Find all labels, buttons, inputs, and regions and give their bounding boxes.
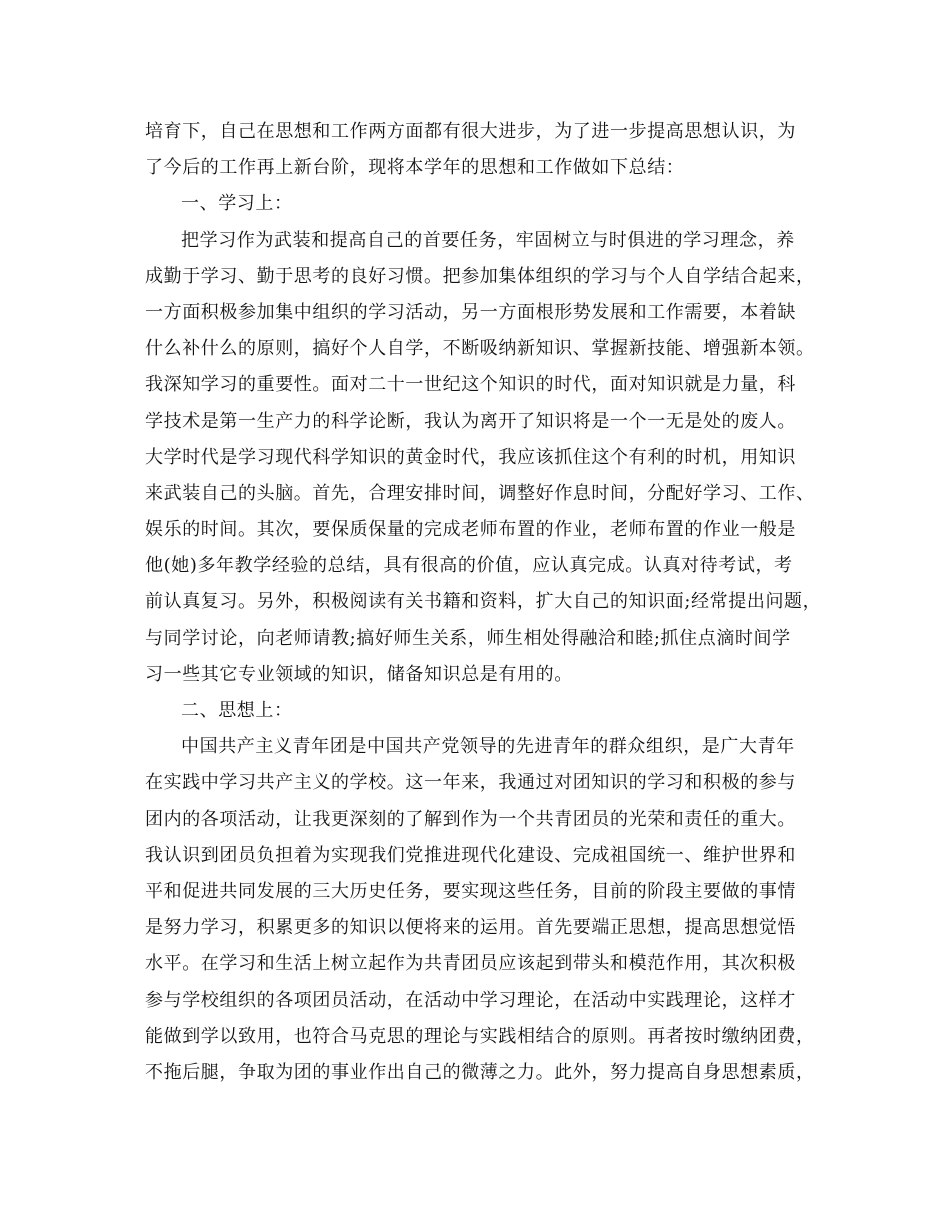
text-line: 在实践中学习共产主义的学校。这一年来，我通过对团知识的学习和积极的参与 bbox=[145, 772, 796, 794]
text-line: 能做到学以致用，也符合马克思的理论与实践相结合的原则。再者按时缴纳团费， bbox=[145, 1025, 815, 1047]
text-line: 来武装自己的头脑。首先，合理安排时间，调整好作息时间，分配好学习、工作、 bbox=[145, 482, 815, 504]
text-line: 娱乐的时间。其次，要保质保量的完成老师布置的作业，老师布置的作业一般是 bbox=[145, 519, 796, 541]
text-line: 水平。在学习和生活上树立起作为共青团员应该起到带头和模范作用，其次积极 bbox=[145, 953, 796, 975]
text-line: 什么补什么的原则，搞好个人自学，不断吸纳新知识、掌握新技能、增强新本领。 bbox=[145, 338, 815, 360]
text-line: 是努力学习，积累更多的知识以便将来的运用。首先要端正思想，提高思想觉悟 bbox=[145, 917, 796, 939]
text-line: 二、思想上： bbox=[181, 700, 293, 721]
text-line: 一、学习上： bbox=[181, 193, 293, 215]
text-line: 成勤于学习、勤于思考的良好习惯。把参加集体组织的学习与个人自学结合起来， bbox=[145, 265, 815, 287]
text-line: 了今后的工作再上新台阶，现将本学年的思想和工作做如下总结： bbox=[145, 157, 685, 179]
text-line: 我深知学习的重要性。面对二十一世纪这个知识的时代，面对知识就是力量，科 bbox=[145, 374, 796, 396]
text-line: 平和促进共同发展的三大历史任务，要实现这些任务，目前的阶段主要做的事情 bbox=[145, 880, 796, 902]
text-line: 中国共产主义青年团是中国共产党领导的先进青年的群众组织，是广大青年 bbox=[181, 736, 795, 758]
text-line: 学技术是第一生产力的科学论断，我认为离开了知识将是一个一无是处的废人。 bbox=[145, 410, 796, 432]
text-line: 与同学讨论，向老师请教;搞好师生关系，师生相处得融洽和睦;抓住点滴时间学 bbox=[145, 627, 791, 649]
text-line: 一方面积极参加集中组织的学习活动，另一方面根形势发展和工作需要，本着缺 bbox=[145, 301, 796, 323]
text-line: 我认识到团员负担着为实现我们党推进现代化建设、完成祖国统一、维护世界和 bbox=[145, 844, 796, 866]
text-line: 参与学校组织的各项团员活动，在活动中学习理论，在活动中实践理论，这样才 bbox=[145, 989, 796, 1011]
text-line: 前认真复习。另外，积极阅读有关书籍和资料，扩大自己的知识面;经常提出问题， bbox=[145, 591, 822, 613]
document-body bbox=[145, 114, 825, 1091]
text-line: 不拖后腿，争取为团的事业作出自己的微薄之力。此外，努力提高自身思想素质， bbox=[145, 1061, 815, 1083]
text-line: 团内的各项活动，让我更深刻的了解到作为一个共青团员的光荣和责任的重大。 bbox=[145, 808, 796, 830]
text-line: 培育下，自己在思想和工作两方面都有很大进步，为了进一步提高思想认识，为 bbox=[145, 121, 796, 142]
text-line: 习一些其它专业领域的知识，储备知识总是有用的。 bbox=[145, 663, 573, 685]
text-line: 把学习作为武装和提高自己的首要任务，牢固树立与时俱进的学习理念，养 bbox=[181, 229, 795, 251]
text-line: 他(她)多年教学经验的总结，具有很高的价值，应认真完成。认真对待考试，考 bbox=[145, 555, 793, 577]
text-line: 大学时代是学习现代科学知识的黄金时代，我应该抓住这个有利的时机，用知识 bbox=[145, 446, 796, 468]
